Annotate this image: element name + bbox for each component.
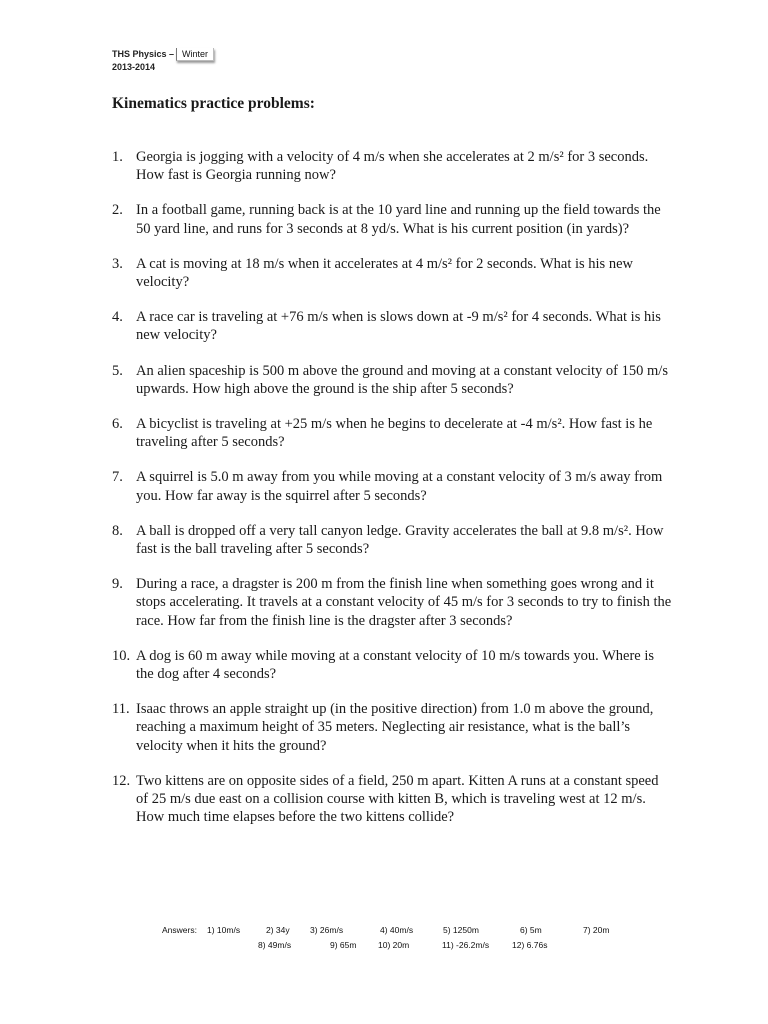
- problem-text: Georgia is jogging with a velocity of 4 m/s when she accelerates at 2 m/s² for 3 seconds. How fast is Georgia running now?: [136, 149, 649, 184]
- problem-text: In a football game, running back is at the 10 yard line and running up the field towards the 50 yard line, and runs for 3 seconds at 8 yd/s. What is his current position (in yards)?: [136, 202, 661, 237]
- problem-item: [112, 772, 672, 827]
- problem-item: [112, 308, 672, 344]
- problem-number: 6.: [112, 416, 123, 433]
- problem-item: [112, 148, 672, 184]
- problem-item: [112, 415, 672, 451]
- school-year: 2013-2014: [112, 62, 156, 72]
- answer-label: Answers:: [162, 925, 197, 935]
- problem-number: 11.: [112, 701, 130, 718]
- answer-item: 12) 6.76s: [512, 940, 548, 950]
- answer-item: 11) -26.2m/s: [442, 940, 490, 950]
- problem-number: 1.: [112, 149, 123, 165]
- problem-number: 9.: [112, 576, 123, 593]
- term-field: Winter: [176, 48, 214, 61]
- answer-item: 2) 34y: [266, 925, 290, 935]
- problem-text: A ball is dropped off a very tall canyon ledge. Gravity accelerates the ball at 9.8 m/s². How fast is the ball traveling after 5 seconds?: [136, 522, 664, 558]
- answer-item: 9) 65m: [330, 940, 357, 950]
- header-course-line: [112, 46, 214, 61]
- problem-number: 10.: [112, 647, 131, 664]
- answer-item: 6) 5m: [520, 925, 542, 935]
- problem-item: [112, 362, 672, 398]
- answer-item: 3) 26m/s: [310, 925, 344, 935]
- problem-text: Two kittens are on opposite sides of a field, 250 m apart. Kitten A runs at a constant speed of 25 m/s due east on a collision course with kitten B, which is traveling west at 12 m/s. How much time elapses before the two kittens collide?: [136, 772, 659, 826]
- problem-number: 7.: [112, 469, 123, 486]
- page-title: Kinematics practice problems:: [112, 95, 315, 112]
- problem-text: A cat is moving at 18 m/s when it accelerates at 4 m/s² for 2 seconds. What is his new velocity?: [136, 255, 633, 291]
- problem-list: [112, 148, 672, 826]
- problem-text: Isaac throws an apple straight up (in the positive direction) from 1.0 m above the ground, reaching a maximum height of 35 meters. Neglecting air resistance, what is the ball’s velocity when it hits the ground?: [136, 701, 654, 754]
- problem-item: [112, 468, 672, 504]
- problem-text: A bicyclist is traveling at +25 m/s when he begins to decelerate at -4 m/s². How fast is he traveling after 5 seconds?: [136, 416, 653, 451]
- answer-item: 8) 49m/s: [258, 940, 292, 950]
- answer-item: 7) 20m: [583, 925, 610, 935]
- problem-item: [112, 575, 672, 630]
- problem-number: 2.: [112, 202, 123, 219]
- answer-item: 5) 1250m: [443, 925, 479, 935]
- problem-number: 12.: [112, 772, 131, 789]
- problem-number: 3.: [112, 255, 123, 272]
- problem-number: 4.: [112, 309, 123, 326]
- document-header: [112, 46, 214, 73]
- problem-item: [112, 201, 672, 237]
- problem-number: 5.: [112, 362, 123, 379]
- problem-item: [112, 255, 672, 291]
- course-name: THS Physics –: [112, 48, 175, 59]
- problem-text: A race car is traveling at +76 m/s when is slows down at -9 m/s² for 4 seconds. What is his new velocity?: [136, 309, 661, 344]
- problem-text: An alien spaceship is 500 m above the ground and moving at a constant velocity of 150 m/s upwards. How high above the ground is the ship after 5 seconds?: [136, 362, 668, 397]
- problem-text: During a race, a dragster is 200 m from the finish line when something goes wrong and it stops accelerating. It travels at a constant velocity of 45 m/s for 3 seconds to try to finish the race. How far from the finish line is the dragster after 3 seconds?: [136, 576, 672, 629]
- problem-item: [112, 522, 672, 558]
- problem-text: A squirrel is 5.0 m away from you while moving at a constant velocity of 3 m/s away from you. How far away is the squirrel after 5 seconds?: [136, 469, 663, 504]
- answer-item: 10) 20m: [378, 940, 410, 950]
- problem-number: 8.: [112, 522, 123, 539]
- problem-item: [112, 647, 672, 683]
- answer-item: 4) 40m/s: [380, 925, 414, 935]
- answer-item: 1) 10m/s: [207, 925, 241, 935]
- problem-text: A dog is 60 m away while moving at a constant velocity of 10 m/s towards you. Where is the dog after 4 seconds?: [136, 647, 655, 683]
- problem-item: [112, 700, 672, 755]
